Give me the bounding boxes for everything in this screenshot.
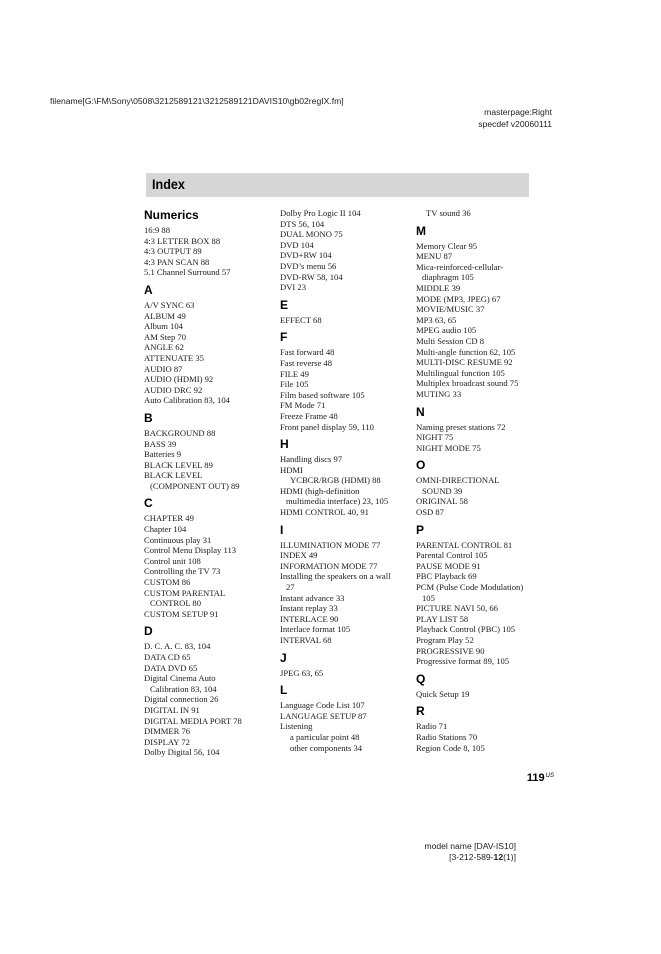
index-entry: Batteries 9 — [144, 449, 181, 460]
index-entry: A/V SYNC 63 — [144, 299, 195, 310]
index-entry: AUDIO 87 — [144, 363, 183, 374]
index-subentry: SOUND 39 — [422, 485, 463, 496]
index-entry: Fast forward 48 — [280, 347, 335, 358]
index-entry: Progressive format 89, 105 — [416, 656, 510, 667]
index-entry: Listening — [280, 721, 313, 732]
index-entry: Playback Control (PBC) 105 — [416, 624, 516, 635]
index-subentry: TV sound 36 — [426, 208, 471, 218]
index-entry: PLAY LIST 58 — [416, 613, 469, 624]
index-entry: EFFECT 68 — [280, 314, 322, 325]
index-entry: ATTENUATE 35 — [144, 352, 204, 363]
index-entry: Radio Stations 70 — [416, 731, 478, 742]
index-subentry: other components 34 — [290, 742, 363, 753]
index-entry: Fast reverse 48 — [280, 357, 333, 368]
index-entry: INTERVAL 68 — [280, 635, 332, 645]
index-entry: PCM (Pulse Code Modulation) — [416, 582, 524, 593]
index-section-heading: M — [416, 223, 426, 238]
index-entry: INTERLACE 90 — [280, 613, 339, 624]
index-entry: MULTI-DISC RESUME 92 — [416, 357, 513, 368]
index-entry: FM Mode 71 — [280, 400, 326, 411]
index-entry: DVD+RW 104 — [280, 250, 332, 261]
index-entry: AM Step 70 — [144, 331, 187, 342]
index-entry: Multi Session CD 8 — [416, 335, 485, 346]
specdef-label: specdef v20060111 — [478, 119, 552, 129]
index-entry: Handling discs 97 — [280, 454, 343, 465]
index-entry: Instant replay 33 — [280, 603, 338, 614]
index-subentry: 105 — [422, 592, 435, 603]
index-entry: D. C. A. C. 83, 104 — [144, 641, 211, 652]
index-entry: LANGUAGE SETUP 87 — [280, 710, 367, 721]
index-entry: Region Code 8, 105 — [416, 742, 485, 753]
index-entry: AUDIO (HDMI) 92 — [144, 374, 214, 385]
index-entry: Continuous play 31 — [144, 534, 212, 545]
index-entry: ORIGINAL 58 — [416, 496, 468, 507]
filename-header: filename[G:\FM\Sony\0508\3212589121\3212589121DAVIS10\gb02regIX.fm] — [50, 96, 344, 106]
index-section-heading: Numerics — [144, 208, 199, 222]
index-subentry: YCBCR/RGB (HDMI) 88 — [290, 475, 381, 486]
index-entry: OMNI-DIRECTIONAL — [416, 475, 500, 486]
index-entry: Dolby Pro Logic II 104 — [280, 208, 361, 218]
index-entry: PARENTAL CONTROL 81 — [416, 539, 513, 550]
index-section-heading: B — [144, 410, 153, 425]
index-entry: Multi-angle function 62, 105 — [416, 346, 516, 357]
index-entry: BLACK LEVEL — [144, 470, 203, 481]
index-entry: MUTING 33 — [416, 388, 462, 399]
index-column-2 — [280, 208, 408, 753]
index-entry: DATA DVD 65 — [144, 662, 198, 673]
index-entry: Digital Cinema Auto — [144, 673, 216, 684]
index-entry: INFORMATION MODE 77 — [280, 560, 378, 571]
index-entry: Quick Setup 19 — [416, 688, 470, 699]
index-entry: CHAPTER 49 — [144, 513, 194, 524]
index-section-heading: A — [144, 282, 153, 297]
index-entry: CUSTOM PARENTAL — [144, 587, 226, 598]
index-entry: 4:3 OUTPUT 89 — [144, 246, 202, 257]
index-entry: BLACK LEVEL 89 — [144, 459, 213, 470]
index-subentry: diaphragm 105 — [422, 272, 474, 283]
index-entry: 4:3 PAN SCAN 88 — [144, 256, 210, 267]
index-entry: DATA CD 65 — [144, 652, 191, 662]
index-entry: JPEG 63, 65 — [280, 667, 324, 678]
index-entry: DUAL MONO 75 — [280, 229, 343, 240]
index-entry: 16:9 88 — [144, 225, 171, 235]
index-entry: PROGRESSIVE 90 — [416, 645, 485, 656]
index-section-heading: D — [144, 624, 153, 639]
index-entry: Film based software 105 — [280, 389, 365, 400]
index-entry: BACKGROUND 88 — [144, 427, 216, 438]
index-column-1 — [144, 208, 272, 758]
index-entry: MENU 87 — [416, 251, 453, 262]
index-section-heading: J — [280, 650, 287, 665]
index-entry: Parental Control 105 — [416, 550, 488, 561]
index-entry: FILE 49 — [280, 368, 309, 379]
index-entry: Chapter 104 — [144, 524, 187, 535]
index-entry: DIGITAL MEDIA PORT 78 — [144, 715, 242, 726]
index-entry: DVD’s menu 56 — [280, 260, 337, 271]
index-entry: CUSTOM SETUP 91 — [144, 608, 219, 619]
index-subentry: a particular point 48 — [290, 731, 360, 742]
index-section-heading: R — [416, 704, 425, 719]
index-entry: PBC Playback 69 — [416, 571, 477, 582]
index-entry: 4:3 LETTER BOX 88 — [144, 235, 221, 246]
index-entry: NIGHT 75 — [416, 432, 454, 443]
index-section-heading: I — [280, 522, 284, 537]
index-entry: Installing the speakers on a wall — [280, 571, 391, 582]
index-entry: ALBUM 49 — [144, 310, 186, 321]
index-entry: AUDIO DRC 92 — [144, 384, 203, 395]
index-entry: DVD-RW 58, 104 — [280, 271, 343, 282]
index-entry: Mica-reinforced-cellular- — [416, 261, 504, 272]
page-number-value: 119 — [526, 772, 545, 784]
index-entry: Naming preset stations 72 — [416, 421, 506, 432]
index-entry: Controlling the TV 73 — [144, 566, 221, 577]
index-section-heading: N — [416, 404, 425, 419]
index-entry: DTS 56, 104 — [280, 218, 325, 229]
index-entry: Memory Clear 95 — [416, 240, 478, 251]
model-name: model name [DAV-IS10] — [424, 841, 516, 851]
index-entry: OSD 87 — [416, 507, 444, 518]
index-column-3 — [416, 208, 544, 753]
index-subentry: 27 — [286, 582, 295, 593]
index-entry: Multilingual function 105 — [416, 367, 505, 378]
index-entry: HDMI CONTROL 40, 91 — [280, 507, 369, 518]
model-code-prefix: [3-212-589- — [449, 852, 494, 862]
index-section-heading: E — [280, 297, 289, 312]
model-code — [449, 852, 516, 862]
index-section-heading: H — [280, 437, 289, 452]
index-entry: DIMMER 76 — [144, 726, 191, 737]
index-entry: Language Code List 107 — [280, 700, 365, 711]
index-entry: MP3 63, 65 — [416, 314, 457, 325]
page-number — [527, 772, 554, 784]
index-entry: PAUSE MODE 91 — [416, 560, 481, 571]
index-entry: HDMI — [280, 464, 303, 475]
index-entry: DIGITAL IN 91 — [144, 704, 200, 715]
index-entry: HDMI (high-definition — [280, 485, 360, 496]
index-section-heading: F — [280, 330, 288, 345]
model-code-bold: 12 — [493, 852, 504, 862]
index-subentry: CONTROL 80 — [150, 598, 202, 609]
model-code-suffix: (1)] — [503, 852, 516, 862]
index-entry: Program Play 52 — [416, 635, 474, 645]
index-subentry: (COMPONENT OUT) 89 — [150, 480, 240, 491]
index-entry: Album 104 — [144, 321, 183, 332]
index-title-bar — [146, 173, 529, 197]
index-entry: Control Menu Display 113 — [144, 545, 237, 556]
index-entry: Control unit 108 — [144, 555, 201, 566]
page-title: Index — [152, 176, 185, 192]
masterpage-label: masterpage:Right — [484, 107, 552, 117]
index-entry: MODE (MP3, JPEG) 67 — [416, 293, 501, 304]
index-subentry: Calibration 83, 104 — [150, 683, 217, 694]
index-entry: ANGLE 62 — [144, 342, 184, 353]
index-entry: MOVIE/MUSIC 37 — [416, 304, 485, 315]
index-entry: Multiplex broadcast sound 75 — [416, 378, 519, 389]
index-entry: BASS 39 — [144, 438, 177, 449]
index-entry: ILLUMINATION MODE 77 — [280, 539, 381, 550]
index-entry: NIGHT MODE 75 — [416, 442, 481, 453]
index-subentry: multimedia interface) 23, 105 — [286, 496, 389, 507]
index-entry: Dolby Digital 56, 104 — [144, 747, 220, 758]
page-number-region: US — [545, 773, 554, 779]
index-entry: DISPLAY 72 — [144, 736, 190, 747]
index-entry: CUSTOM 86 — [144, 577, 191, 588]
index-section-heading: Q — [416, 671, 426, 686]
index-section-heading: L — [280, 683, 288, 698]
index-entry: DVD 104 — [280, 239, 314, 250]
index-entry: PICTURE NAVI 50, 66 — [416, 603, 498, 614]
index-entry: Interlace format 105 — [280, 624, 351, 635]
index-entry: MIDDLE 39 — [416, 282, 461, 293]
index-entry: Auto Calibration 83, 104 — [144, 395, 230, 406]
index-entry: DVI 23 — [280, 282, 307, 293]
index-entry: Front panel display 59, 110 — [280, 421, 374, 432]
index-entry: Instant advance 33 — [280, 592, 345, 603]
index-entry: Radio 71 — [416, 721, 448, 732]
index-entry: 5.1 Channel Surround 57 — [144, 267, 231, 278]
index-entry: Freeze Frame 48 — [280, 410, 338, 421]
index-entry: MPEG audio 105 — [416, 325, 477, 336]
index-entry: Digital connection 26 — [144, 694, 219, 705]
index-section-heading: O — [416, 458, 426, 473]
index-entry: File 105 — [280, 379, 309, 390]
index-section-heading: C — [144, 496, 153, 511]
index-entry: INDEX 49 — [280, 550, 318, 561]
index-section-heading: P — [416, 522, 425, 537]
